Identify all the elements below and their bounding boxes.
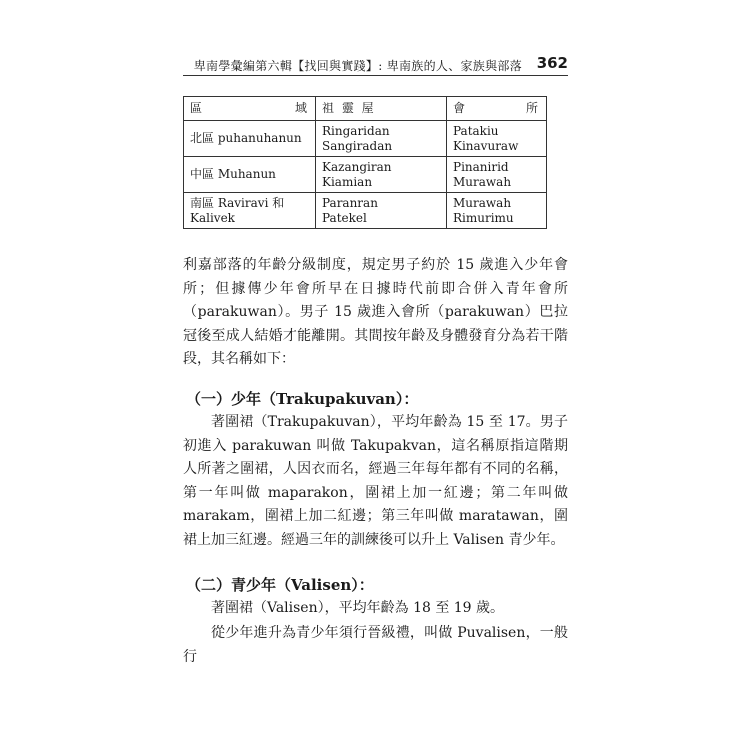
- page-number: 362: [536, 54, 568, 72]
- section-juvenile-text: 著圍裙（Trakupakuvan），平均年齡為 15 至 17。男子初進入 parakuwan 叫做 Takupakvan，這名稱原指這階期人所著之圍裙，人因衣而名，經過三年每年都有不同的名稱，第一年叫做 maparakon，圍裙上加一紅邊；第二年叫做 marakam，圍裙上加二紅邊；第三年叫做 maratawan，圍裙上加三紅邊。經過三年的訓練後可以升上 Valisen 青少年。: [183, 414, 568, 548]
- ancestral-cell: [316, 157, 447, 193]
- hall-name: Murawah: [453, 174, 512, 189]
- hall-name: Murawah: [453, 195, 512, 210]
- section-youth-line-1: 著圍裙（Valisen），平均年齡為 18 至 19 歲。: [211, 600, 505, 616]
- header-rule: [183, 75, 568, 76]
- hall-cell: [447, 121, 547, 157]
- table-row: [184, 193, 547, 229]
- header-meeting-hall: [447, 97, 547, 121]
- header-region-char-2: 域: [294, 101, 309, 115]
- region-table: [183, 96, 547, 229]
- header-region-label: [190, 101, 309, 116]
- table-header-row: [184, 97, 547, 121]
- ancestral-cell: [316, 193, 447, 229]
- hall-cell: [447, 157, 547, 193]
- ancestral-cell: [316, 121, 447, 157]
- ancestral-name: Sangiradan: [322, 138, 393, 153]
- hall-name: Pinanirid: [453, 159, 509, 174]
- ancestral-name: Ringaridan: [322, 123, 390, 138]
- ancestral-name: Kiamian: [322, 174, 373, 189]
- hall-name: Patakiu: [453, 123, 499, 138]
- book-title: 卑南學彙編第六輯【找回與實踐】: 卑南族的人、家族與部落: [193, 59, 522, 73]
- header-region: [184, 97, 316, 121]
- region-cell: 南區 Raviravi 和 Kalivek: [184, 193, 316, 229]
- ancestral-name: Paranran: [322, 195, 378, 210]
- header-hall-label: [453, 101, 540, 116]
- hall-name: Rimurimu: [453, 210, 514, 225]
- table-row: [184, 121, 547, 157]
- section-heading-juvenile: （一）少年（Trakupakuvan）：: [186, 390, 419, 408]
- region-cell: 北區 puhanuhanun: [184, 121, 316, 157]
- running-header: [183, 53, 568, 75]
- intro-paragraph: 利嘉部落的年齡分級制度，規定男子約於 15 歲進入少年會所；但據傳少年會所早在日據時代前即合併入青年會所（parakuwan）。男子 15 歲進入會所（parakuwan）巴拉冠後至成人結婚才能離開。其間按年齡及身體發育分為若干階段，其名稱如下：: [183, 257, 568, 367]
- hall-name: Kinavuraw: [453, 138, 519, 153]
- section-youth-line-2: 從少年進升為青少年須行晉級禮，叫做 Puvalisen，一般行: [183, 625, 568, 665]
- hall-cell: [447, 193, 547, 229]
- ancestral-name: Patekel: [322, 210, 367, 225]
- ancestral-name: Kazangiran: [322, 159, 392, 174]
- header-hall-char-2: 所: [525, 101, 540, 115]
- header-hall-char-1: 會: [453, 101, 468, 115]
- table-row: [184, 157, 547, 193]
- header-ancestral-house: 祖 靈 屋: [316, 97, 447, 121]
- section-heading-youth: （二）青少年（Valisen）：: [186, 576, 374, 594]
- header-region-char-1: 區: [190, 101, 205, 115]
- region-cell: 中區 Muhanun: [184, 157, 316, 193]
